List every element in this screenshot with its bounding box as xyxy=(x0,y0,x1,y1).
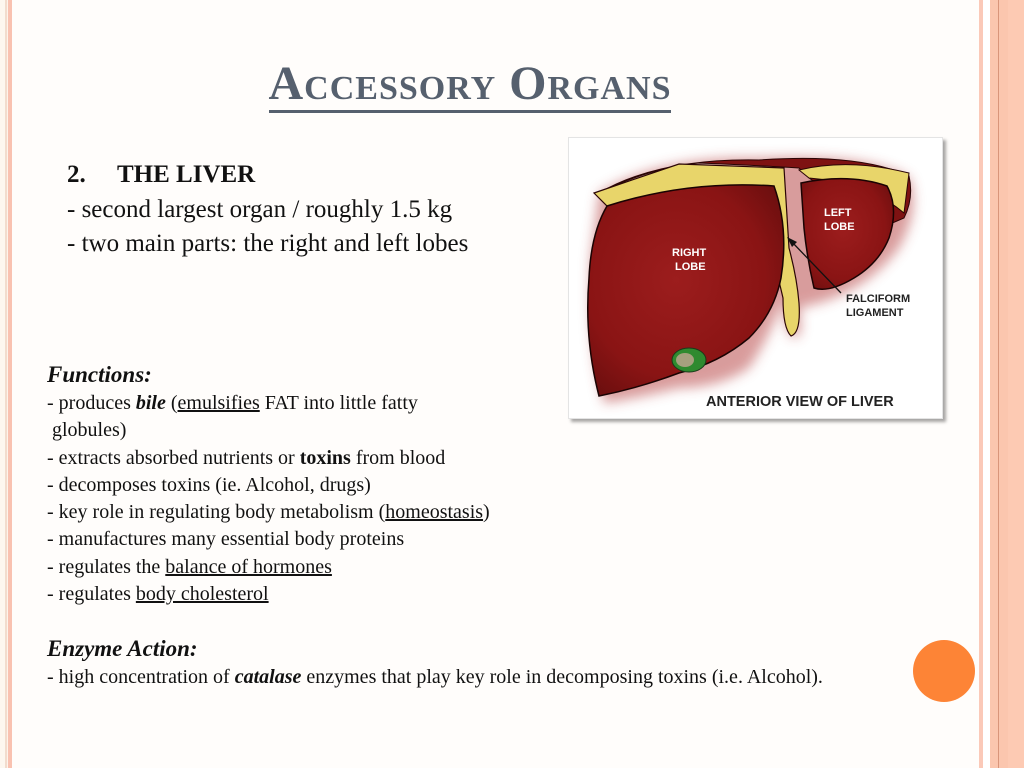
section-heading xyxy=(67,158,547,193)
svg-text:LIGAMENT: LIGAMENT xyxy=(846,307,904,319)
function-item: - regulates the balance of hormones xyxy=(47,555,332,578)
liver-intro xyxy=(67,158,547,262)
function-item: - regulates body cholesterol xyxy=(47,583,269,606)
intro-line: - second largest organ / roughly 1.5 kg xyxy=(67,195,453,223)
right-border-stripe xyxy=(1008,0,1024,768)
function-item: - extracts absorbed nutrients or toxins from blood xyxy=(47,446,446,469)
section-number: 2. xyxy=(67,161,86,188)
right-border-stripe xyxy=(983,0,990,768)
enzyme-heading: Enzyme Action: xyxy=(47,636,198,661)
enzyme-section xyxy=(47,634,877,692)
label-right-lobe: RIGHT xyxy=(672,247,707,259)
decorative-orange-circle xyxy=(913,640,975,702)
functions-section xyxy=(47,360,847,608)
label-left-lobe: LEFT xyxy=(824,207,852,219)
function-item: - key role in regulating body metabolism (homeostasis) xyxy=(47,501,490,524)
left-border-stripe xyxy=(8,0,12,768)
function-item-cont: globules) xyxy=(52,419,127,442)
slide-title-text: Accessory Organs xyxy=(269,57,672,113)
slide-title xyxy=(0,55,940,111)
function-item: - decomposes toxins (ie. Alcohol, drugs) xyxy=(47,473,371,496)
function-item: - manufactures many essential body proteins xyxy=(47,528,405,551)
right-border-stripe xyxy=(990,0,998,768)
figure-caption: ANTERIOR VIEW OF LIVER xyxy=(706,394,894,410)
right-border-stripe xyxy=(999,0,1008,768)
function-item: - produces bile (emulsifies FAT into little fatty xyxy=(47,392,418,414)
svg-text:LOBE: LOBE xyxy=(824,221,855,233)
intro-line: - two main parts: the right and left lobes xyxy=(67,230,469,257)
enzyme-text: - high concentration of catalase enzymes that play key role in decomposing toxins (i.e. Alcohol). xyxy=(47,666,823,688)
section-heading-text: THE LIVER xyxy=(117,161,256,188)
label-falciform: FALCIFORM xyxy=(846,293,911,305)
svg-text:LOBE: LOBE xyxy=(675,261,706,273)
functions-heading: Functions: xyxy=(47,362,152,387)
